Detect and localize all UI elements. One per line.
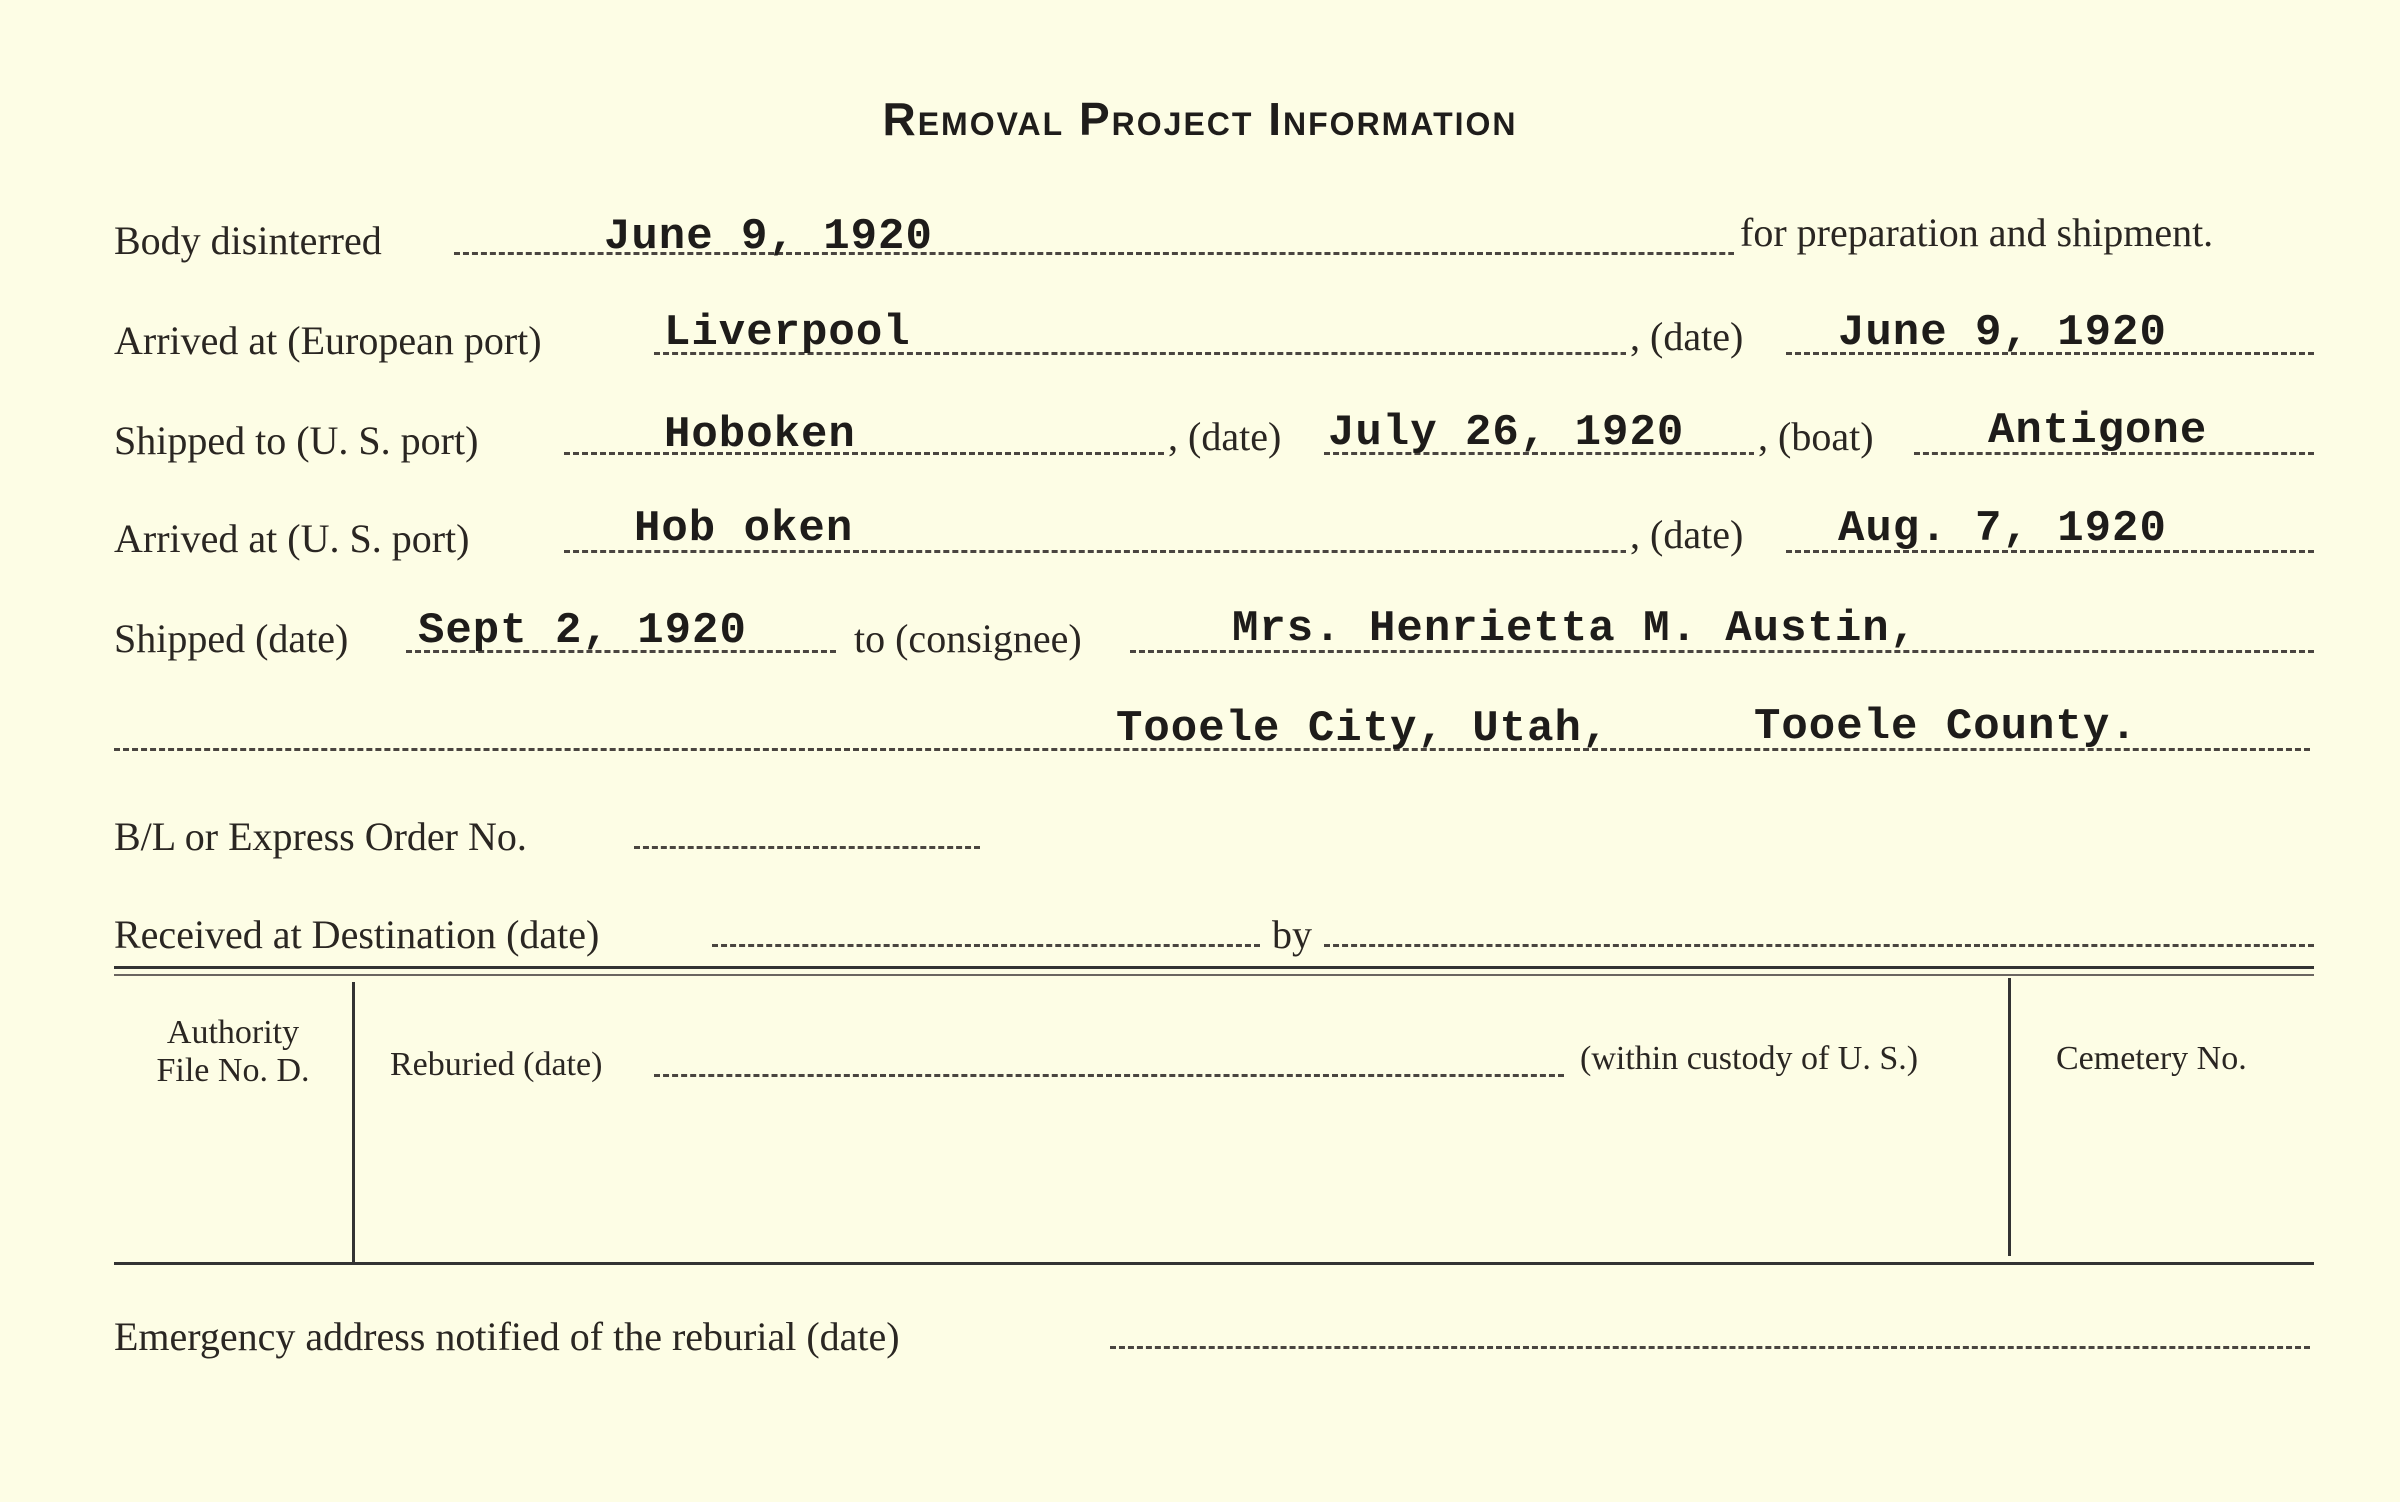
row-emergency-address bbox=[114, 1308, 2314, 1368]
arrived-us-port-value: Hob oken bbox=[634, 504, 854, 554]
table-bottom-rule bbox=[114, 1262, 2314, 1265]
boat-value: Antigone bbox=[1988, 406, 2208, 456]
reburied-label: Reburied (date) bbox=[390, 1046, 603, 1083]
row-shipped-consignee bbox=[114, 604, 2314, 670]
row-body-disinterred bbox=[114, 212, 2314, 272]
emergency-address-line bbox=[1110, 1346, 2310, 1349]
european-port-date-value: June 9, 1920 bbox=[1838, 308, 2167, 358]
consignee-label: to (consignee) bbox=[854, 616, 1082, 661]
received-by-line bbox=[1324, 944, 2314, 947]
shipped-date-label: , (date) bbox=[1164, 412, 1285, 462]
shipped-date-value: July 26, 1920 bbox=[1328, 408, 1685, 458]
card-title: Removal Project Information bbox=[882, 93, 1518, 145]
received-destination-label: Received at Destination (date) bbox=[114, 912, 600, 957]
file-no-label: File No. D. bbox=[156, 1052, 310, 1089]
consignee-value: Mrs. Henrietta M. Austin, bbox=[1232, 604, 1918, 654]
received-destination-line bbox=[712, 944, 1260, 947]
address-city-value: Tooele City, Utah, bbox=[1116, 704, 1610, 754]
shipped-us-port-value: Hoboken bbox=[664, 410, 856, 460]
custody-label: (within custody of U. S.) bbox=[1580, 1040, 1919, 1077]
shipped-date-value-2: Sept 2, 1920 bbox=[418, 606, 747, 656]
table-top-rule-2 bbox=[114, 974, 2314, 976]
arrived-us-date-label: , (date) bbox=[1626, 510, 1747, 560]
table-top-rule bbox=[114, 966, 2314, 969]
bl-express-line bbox=[634, 846, 980, 849]
authority-label: Authority bbox=[166, 1014, 300, 1051]
bl-express-label: B/L or Express Order No. bbox=[114, 814, 527, 859]
european-port-date-label: , (date) bbox=[1626, 312, 1747, 362]
arrived-us-port-label: Arrived at (U. S. port) bbox=[114, 516, 470, 561]
row-arrived-us-port bbox=[114, 504, 2314, 570]
emergency-address-label: Emergency address notified of the reburial (date) bbox=[114, 1314, 900, 1359]
table-divider-right bbox=[2008, 978, 2011, 1256]
row-received-destination bbox=[114, 910, 2314, 970]
arrived-us-date-value: Aug. 7, 1920 bbox=[1838, 504, 2167, 554]
body-disinterred-label: Body disinterred bbox=[114, 218, 382, 263]
authority-file-cell bbox=[120, 1014, 346, 1090]
european-port-label: Arrived at (European port) bbox=[114, 318, 542, 363]
cemetery-no-label: Cemetery No. bbox=[2056, 1040, 2247, 1077]
preparation-shipment-label: for preparation and shipment. bbox=[1734, 208, 2213, 258]
shipped-date-label-2: Shipped (date) bbox=[114, 616, 349, 661]
row-shipped-us-port bbox=[114, 406, 2314, 472]
shipped-us-port-line bbox=[564, 452, 1164, 455]
row-european-port bbox=[114, 308, 2314, 372]
received-by-label: by bbox=[1272, 912, 1312, 957]
table-divider-left bbox=[352, 982, 355, 1262]
boat-label: , (boat) bbox=[1754, 412, 1878, 462]
european-port-value: Liverpool bbox=[664, 308, 911, 358]
row-bl-express bbox=[114, 812, 2314, 872]
reburied-line bbox=[654, 1074, 1564, 1077]
address-county-value: Tooele County. bbox=[1754, 702, 2138, 752]
row-consignee-address bbox=[114, 702, 2314, 770]
shipped-us-port-label: Shipped to (U. S. port) bbox=[114, 418, 479, 463]
body-disinterred-value: June 9, 1920 bbox=[604, 212, 933, 262]
